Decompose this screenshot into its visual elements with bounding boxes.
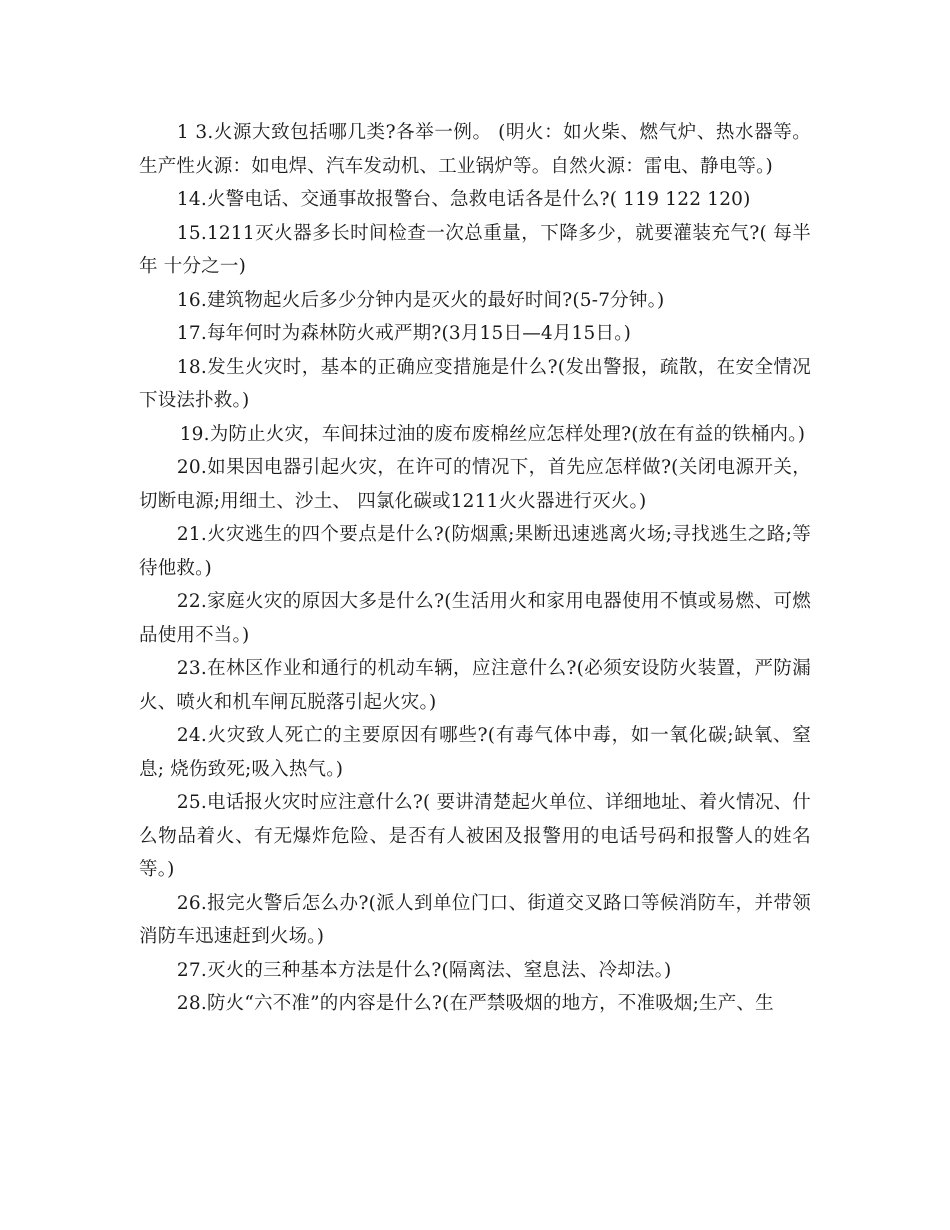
paragraph-q15: 15.1211灭火器多长时间检查一次总重量，下降多少，就要灌装充气?( 每半年 十分之一) xyxy=(139,222,811,277)
paragraph-q28: 28.防火“六不准”的内容是什么?(在严禁吸烟的地方，不准吸烟;生产、生 xyxy=(176,993,774,1014)
paragraph-q25: 25.电话报火灾时应注意什么?( 要讲清楚起火单位、详细地址、着火情况、什么物品着火、有无爆炸危险、是否有人被困及报警用的电话号码和报警人的姓名等。) xyxy=(139,792,811,880)
paragraph-q14: 14.火警电话、交通事故报警台、急救电话各是什么?( 119 122 120) xyxy=(176,189,751,210)
paragraph-q20: 20.如果因电器引起火灾，在许可的情况下，首先应怎样做?(关闭电源开关，切断电源;用细土、沙土、 四氯化碳或1211火火器进行灭火。) xyxy=(139,457,811,512)
paragraph-q27: 27.灭火的三种基本方法是什么?(隔离法、窒息法、冷却法。) xyxy=(176,959,672,981)
paragraph-q19: 19.为防止火灾，车间抹过油的废布废棉丝应怎样处理?(放在有益的铁桶内。) xyxy=(179,423,806,445)
paragraph-q26: 26.报完火警后怎么办?(派人到单位门口、街道交叉路口等候消防车，并带领消防车迅速赶到火场。) xyxy=(139,892,811,947)
paragraph-q13: 1 3.火源大致包括哪几类?各举一例。 (明火：如火柴、燃气炉、热水器等。生产性火源：如电焊、汽车发动机、工业锅炉等。自然火源：雷电、静电等。) xyxy=(139,122,811,177)
paragraph-q18: 18.发生火灾时，基本的正确应变措施是什么?(发出警报，疏散，在安全情况下设法扑救。) xyxy=(139,356,811,411)
paragraph-q24: 24.火灾致人死亡的主要原因有哪些?(有毒气体中毒，如一氧化碳;缺氧、窒息; 烧伤致死;吸入热气。) xyxy=(139,725,811,780)
paragraph-q23: 23.在林区作业和通行的机动车辆，应注意什么?(必须安设防火装置，严防漏火、喷火和机车闸瓦脱落引起火灾。) xyxy=(139,658,811,713)
paragraph-q22: 22.家庭火灾的原因大多是什么?(生活用火和家用电器使用不慎或易燃、可燃品使用不当。) xyxy=(139,591,811,646)
paragraph-q16: 16.建筑物起火后多少分钟内是灭火的最好时间?(5-7分钟。) xyxy=(176,289,665,311)
document-body xyxy=(139,116,811,1021)
paragraph-q17: 17.每年何时为森林防火戒严期?(3月15日—4月15日。) xyxy=(176,323,632,344)
paragraph-q21: 21.火灾逃生的四个要点是什么?(防烟熏;果断迅速逃离火场;寻找逃生之路;等待他救。) xyxy=(139,524,811,579)
